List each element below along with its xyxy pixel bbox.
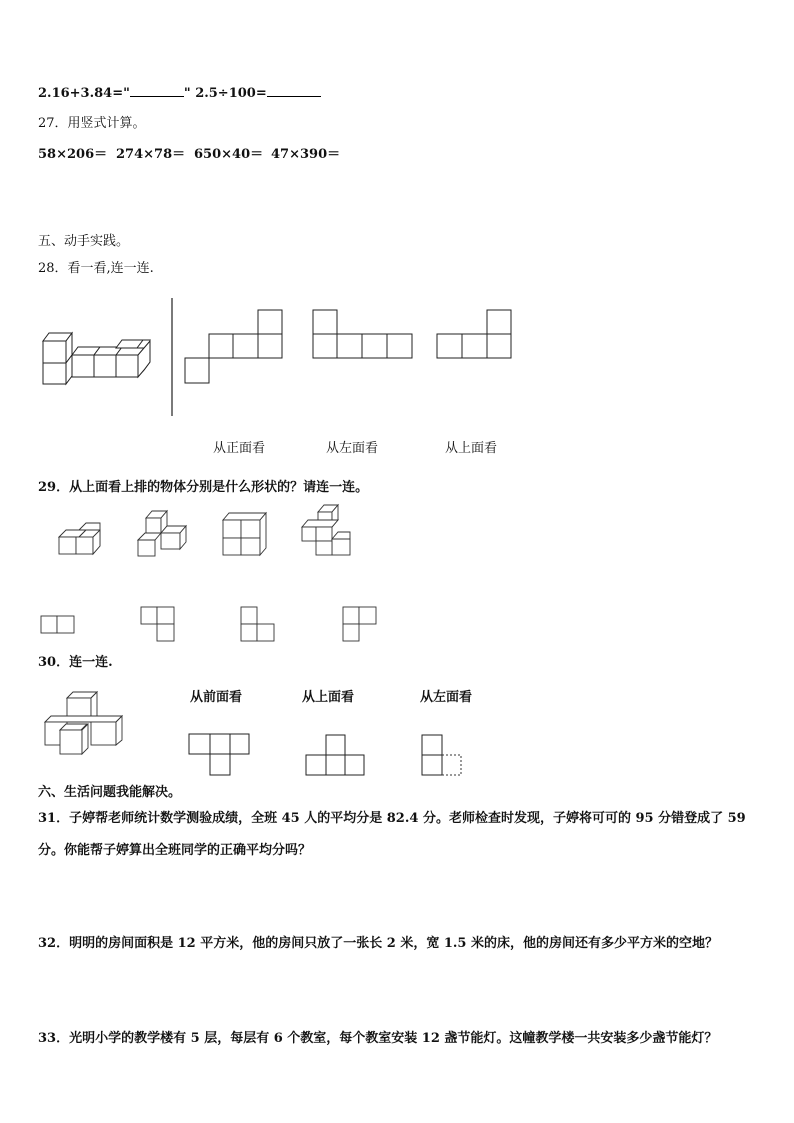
q28-title: 28．看一看,连一连. [38, 261, 154, 276]
section-6-title: 六、生活问题我能解决。 [38, 785, 182, 800]
q29-title: 29．从上面看上排的物体分别是什么形状的？请连一连。 [38, 480, 369, 495]
q27-item-1: 58×206＝ [38, 147, 108, 162]
q28-label-front: 从正面看 [213, 441, 266, 456]
q28-label-left: 从左面看 [326, 441, 379, 456]
q31-line-2: 分。你能帮子婷算出全班同学的正确平均分吗？ [38, 843, 312, 858]
q30-label-left: 从左面看 [420, 690, 473, 705]
q32-text: 32．明明的房间面积是 12 平方米，他的房间只放了一张长 2 米，宽 1.5 米的床，他的房间还有多少平方米的空地？ [38, 936, 718, 951]
q27-item-4: 47×390＝ [271, 147, 341, 162]
q30-solid-figure [45, 692, 122, 754]
q26-expr1: 2.16+3.84=" [38, 86, 130, 101]
q30-view-top [306, 735, 364, 775]
q30-label-top: 从上面看 [302, 690, 355, 705]
q30-view-front [189, 734, 249, 775]
q27-item-2: 274×78＝ [116, 147, 186, 162]
q30-title: 30．连一连. [38, 655, 113, 670]
q30-label-front: 从前面看 [190, 690, 243, 705]
q28-label-top: 从上面看 [445, 441, 498, 456]
q33-text: 33．光明小学的教学楼有 5 层，每层有 6 个教室，每个教室安装 12 盏节能灯。这幢教学楼一共安装多少盏节能灯？ [38, 1031, 718, 1046]
q30-view-left [422, 735, 461, 775]
q31-line-1: 31．子婷帮老师统计数学测验成绩，全班 45 人的平均分是 82.4 分。老师检查时发现，子婷将可可的 95 分错登成了 59 [38, 811, 746, 826]
q27-title: 27．用竖式计算。 [38, 116, 146, 131]
q26-expr2: " 2.5÷100= [183, 86, 267, 101]
q27-item-3: 650×40＝ [194, 147, 264, 162]
section-5-title: 五、动手实践。 [38, 234, 130, 249]
